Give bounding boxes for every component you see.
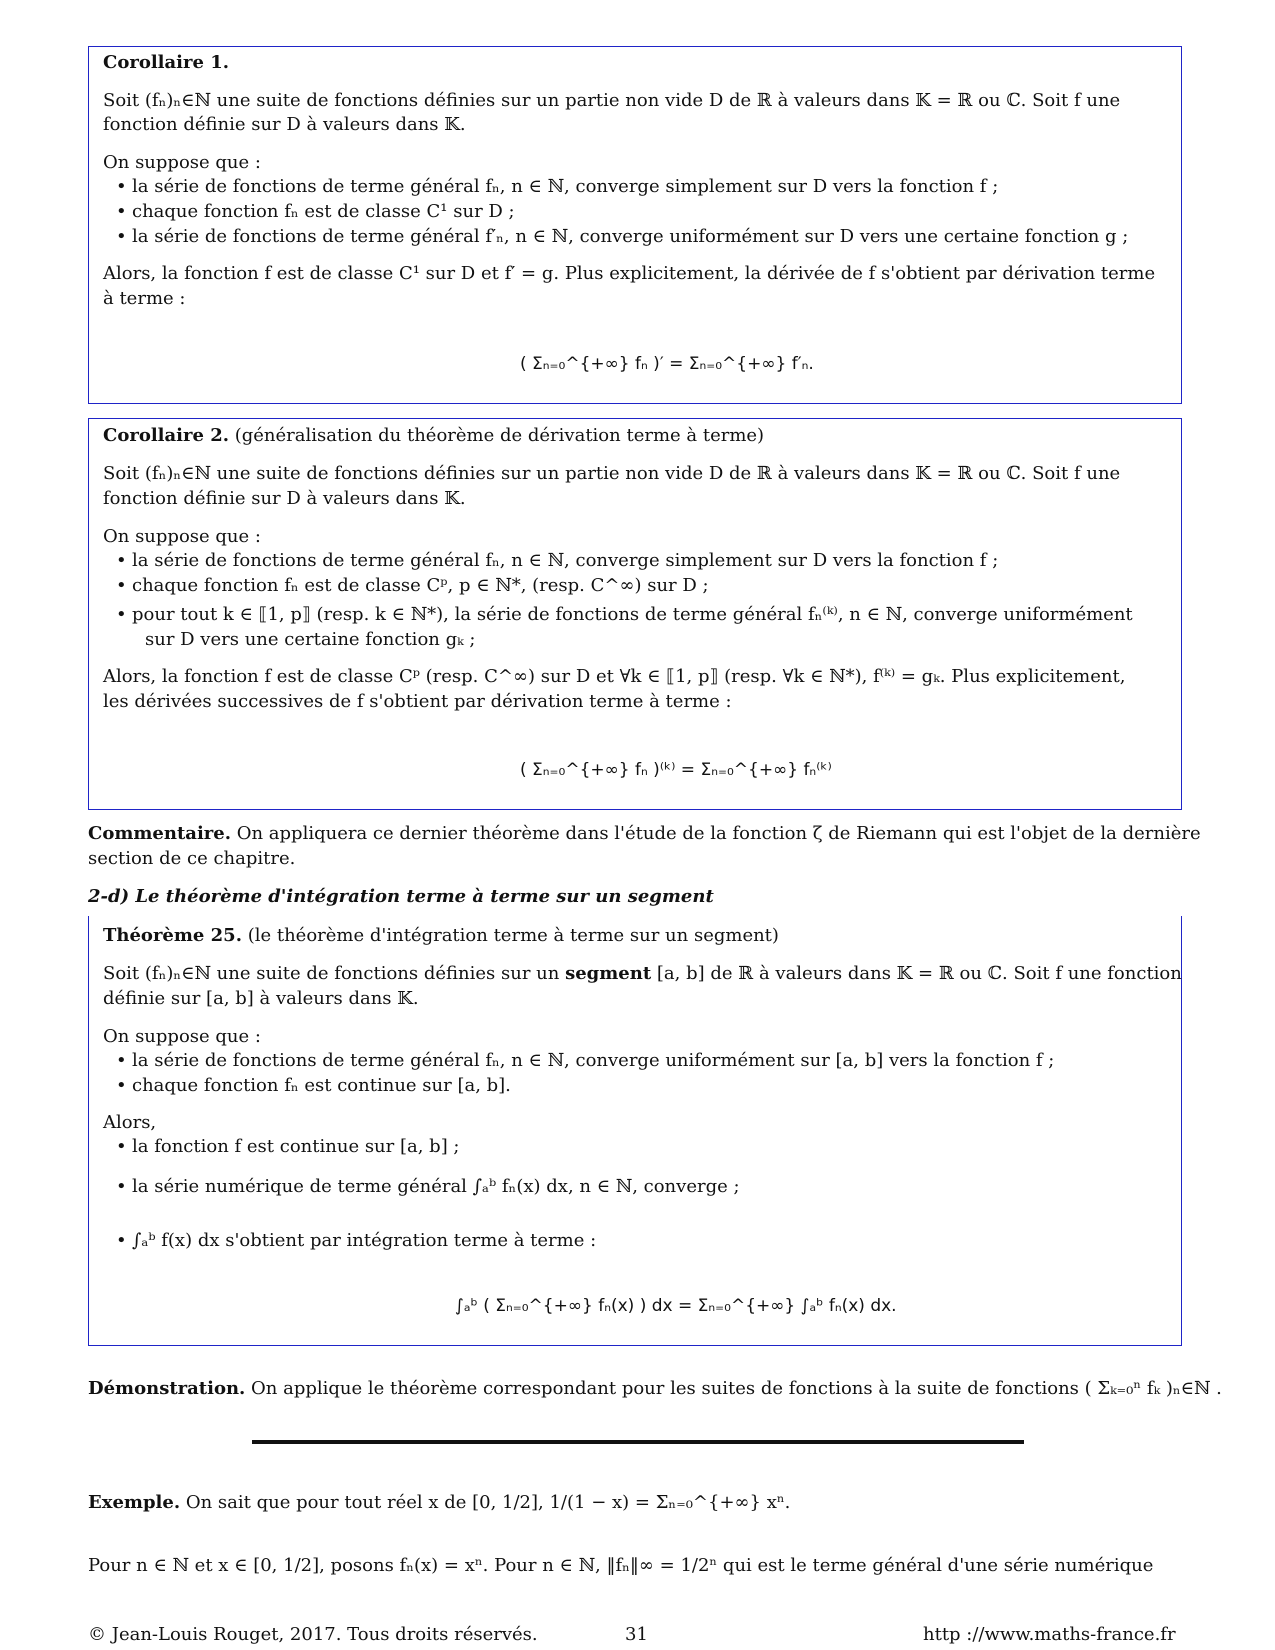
demonstration-label: Démonstration. [88,1378,246,1399]
corollaire-1-intro-2: fonction définie sur D à valeurs dans 𝕂. [103,114,466,135]
corollaire-2-intro-1: Soit (fₙ)ₙ∈ℕ une suite de fonctions définies sur un partie non vide D de ℝ à valeurs dans 𝕂 = ℝ ou ℂ. Soit f une [103,463,1121,484]
corollaire-2-bullet-2: • chaque fonction fₙ est de classe Cᵖ, p ∈ ℕ*, (resp. C^∞) sur D ; [132,573,709,598]
theoreme-25-formula: ∫ₐᵇ ( Σₙ₌₀^{+∞} fₙ(x) ) dx = Σₙ₌₀^{+∞} ∫ₐᵇ fₙ(x) dx. [455,1296,897,1316]
theoreme-25-alors: Alors, [103,1112,157,1133]
corollaire-2-title: Corollaire 2. [103,425,229,446]
corollaire-2-suppose: On suppose que : [103,526,261,547]
footer-copyright: © Jean-Louis Rouget, 2017. Tous droits réservés. [88,1624,538,1645]
theoreme-25-bullet-1: • la série de fonctions de terme général fₙ, n ∈ ℕ, converge uniformément sur [a, b] vers la fonction f ; [132,1048,1054,1073]
commentaire-label: Commentaire. [88,823,231,844]
theoreme-25-segment: segment [565,963,652,984]
corollaire-2-alors-2: les dérivées successives de f s'obtient par dérivation terme à terme : [103,691,732,712]
corollaire-1-bullet-2: • chaque fonction fₙ est de classe C¹ sur D ; [132,199,515,224]
theoreme-25-title: Théorème 25. [103,925,242,946]
theoreme-25-subtitle: (le théorème d'intégration terme à terme sur un segment) [247,925,779,946]
footer-page-number: 31 [625,1624,648,1645]
corollaire-1-title: Corollaire 1. [103,52,229,73]
separator-rule [252,1440,1024,1444]
corollaire-1-formula: ( Σₙ₌₀^{+∞} fₙ )′ = Σₙ₌₀^{+∞} f′ₙ. [520,354,814,374]
corollaire-2-bullet-3b: sur D vers une certaine fonction gₖ ; [145,629,476,650]
corollaire-2-bullet-3a: • pour tout k ∈ ⟦1, p⟧ (resp. k ∈ ℕ*), la série de fonctions de terme général fₙ⁽ᵏ⁾, n ∈ ℕ, converge uniformément [132,602,1133,627]
theoreme-25-heading [103,923,779,948]
exemple-label: Exemple. [88,1492,181,1513]
section-heading: 2-d) Le théorème d'intégration terme à terme sur un segment [88,886,714,907]
corollaire-2-heading [103,423,764,448]
theoreme-25-alors-bullet-2: • la série numérique de terme général ∫ₐᵇ fₙ(x) dx, n ∈ ℕ, converge ; [132,1174,740,1199]
exemple-text: On sait que pour tout réel x de [0, 1/2], 1/(1 − x) = Σₙ₌₀^{+∞} xⁿ. [185,1492,791,1513]
corollaire-1-bullet-3: • la série de fonctions de terme général f′ₙ, n ∈ ℕ, converge uniformément sur D vers une certaine fonction g ; [132,224,1128,249]
corollaire-1-suppose: On suppose que : [103,152,261,173]
corollaire-1-alors-1: Alors, la fonction f est de classe C¹ sur D et f′ = g. Plus explicitement, la dérivée de f s'obtient par dérivation terme [103,263,1156,284]
corollaire-2-intro-2: fonction définie sur D à valeurs dans 𝕂. [103,488,466,509]
theoreme-25-intro-1a: Soit (fₙ)ₙ∈ℕ une suite de fonctions définies sur un [103,963,560,984]
corollaire-1-alors-2: à terme : [103,288,186,309]
theoreme-25-bullet-2: • chaque fonction fₙ est continue sur [a, b]. [132,1073,511,1098]
theoreme-25-intro-1b: [a, b] de ℝ à valeurs dans 𝕂 = ℝ ou ℂ. Soit f une fonction [656,963,1182,984]
theoreme-25-intro-1 [103,961,1182,986]
corollaire-2-formula: ( Σₙ₌₀^{+∞} fₙ )⁽ᵏ⁾ = Σₙ₌₀^{+∞} fₙ⁽ᵏ⁾ [520,760,832,780]
corollaire-1-bullet-1: • la série de fonctions de terme général fₙ, n ∈ ℕ, converge simplement sur D vers la fonction f ; [132,174,998,199]
commentaire-text: On appliquera ce dernier théorème dans l'étude de la fonction ζ de Riemann qui est l'objet de la dernière [236,823,1201,844]
commentaire-line-1 [88,821,1201,846]
theoreme-25-suppose: On suppose que : [103,1026,261,1047]
corollaire-2-bullet-1: • la série de fonctions de terme général fₙ, n ∈ ℕ, converge simplement sur D vers la fonction f ; [132,548,998,573]
commentaire-line-2: section de ce chapitre. [88,848,296,869]
corollaire-2-alors-1: Alors, la fonction f est de classe Cᵖ (resp. C^∞) sur D et ∀k ∈ ⟦1, p⟧ (resp. ∀k ∈ ℕ*), f⁽ᵏ⁾ = gₖ. Plus explicitement, [103,666,1126,687]
footer-url[interactable]: http ://www.maths-france.fr [923,1624,1176,1645]
theoreme-25-alors-bullet-1: • la fonction f est continue sur [a, b] ; [132,1134,460,1159]
corollaire-1-intro-1: Soit (fₙ)ₙ∈ℕ une suite de fonctions définies sur un partie non vide D de ℝ à valeurs dans 𝕂 = ℝ ou ℂ. Soit f une [103,90,1121,111]
theoreme-25-alors-bullet-3: • ∫ₐᵇ f(x) dx s'obtient par intégration terme à terme : [132,1228,596,1253]
theoreme-25-intro-2: définie sur [a, b] à valeurs dans 𝕂. [103,988,419,1009]
demonstration-text: On applique le théorème correspondant pour les suites de fonctions à la suite de fonctions ( Σₖ₌₀ⁿ fₖ )ₙ∈ℕ . [251,1378,1222,1399]
exemple-line-2: Pour n ∈ ℕ et x ∈ [0, 1/2], posons fₙ(x) = xⁿ. Pour n ∈ ℕ, ‖fₙ‖∞ = 1/2ⁿ qui est le terme général d'une série numérique [88,1555,1154,1576]
demonstration [88,1376,1222,1401]
corollaire-2-subtitle: (généralisation du théorème de dérivation terme à terme) [234,425,765,446]
exemple-line-1 [88,1490,790,1515]
